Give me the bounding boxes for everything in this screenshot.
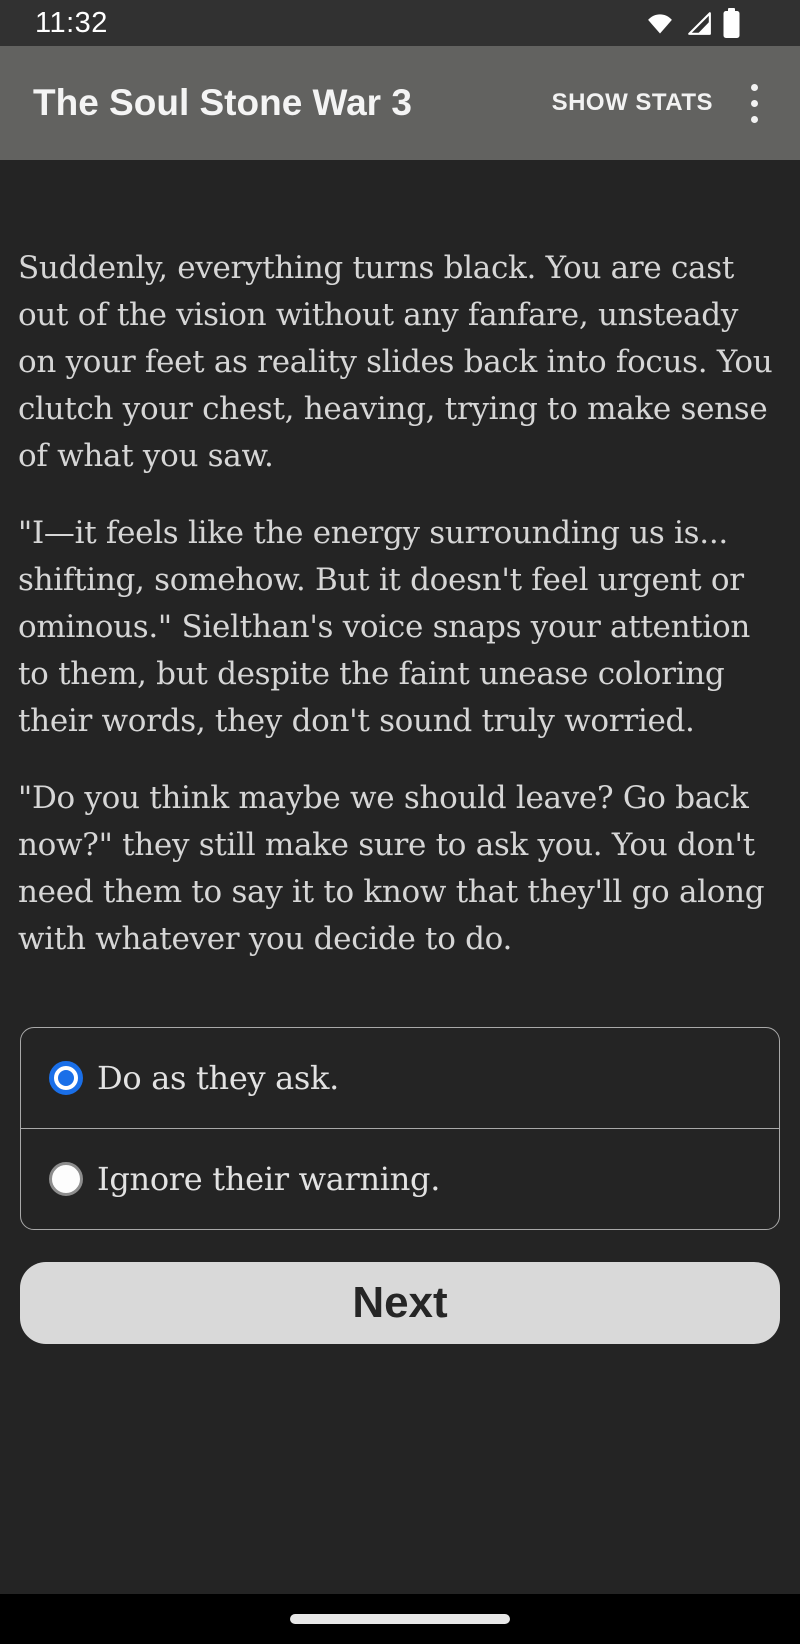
story-paragraph: Suddenly, everything turns black. You are cast out of the vision without any fanfare, unsteady on your feet as reality slides back into focus. You clutch your chest, heaving, trying to make sense of what you saw. — [18, 250, 773, 474]
choice-option-ignore-their-warning[interactable] — [21, 1128, 779, 1229]
status-bar — [0, 0, 800, 46]
app-bar — [0, 46, 800, 160]
kebab-menu-icon[interactable] — [745, 80, 764, 127]
home-indicator[interactable] — [290, 1614, 510, 1624]
choice-option-label: Ignore their warning. — [97, 1160, 441, 1198]
radio-button-icon[interactable] — [49, 1061, 83, 1095]
next-button[interactable]: Next — [20, 1262, 780, 1344]
status-icons — [645, 8, 740, 38]
show-stats-button[interactable]: SHOW STATS — [551, 89, 713, 116]
system-navigation-bar — [0, 1594, 800, 1644]
choice-option-do-as-they-ask[interactable] — [21, 1028, 779, 1128]
choice-option-label: Do as they ask. — [97, 1059, 339, 1097]
choice-group — [20, 1027, 780, 1230]
story-paragraph: "Do you think maybe we should leave? Go back now?" they still make sure to ask you. You don't need them to say it to know that they'll go along with whatever you decide to do. — [18, 780, 765, 957]
wifi-icon — [645, 9, 675, 37]
app-bar-actions — [552, 80, 764, 127]
battery-icon — [723, 8, 740, 38]
radio-button-icon[interactable] — [49, 1162, 83, 1196]
clock: 11:32 — [35, 7, 108, 39]
story-content — [0, 245, 800, 1344]
cell-signal-icon — [685, 9, 713, 37]
page-title: The Soul Stone War 3 — [33, 82, 412, 123]
story-paragraph: "I—it feels like the energy surrounding us is... shifting, somehow. But it doesn't feel urgent or ominous." Sielthan's voice snaps your attention to them, but despite the faint unease coloring their words, they don't sound truly worried. — [18, 515, 751, 739]
